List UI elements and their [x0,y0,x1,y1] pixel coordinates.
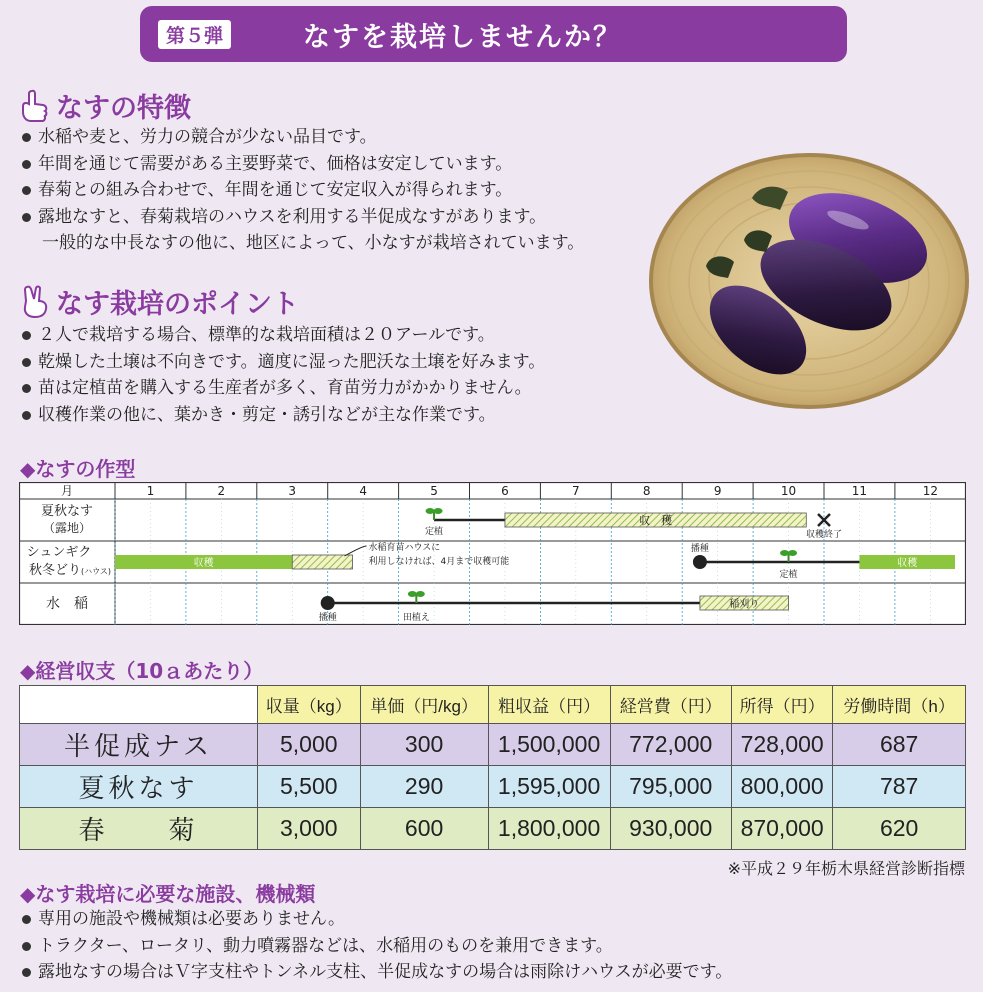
eggplant-harvest-label: 収 穫 [639,514,673,527]
column-header: 所得（円） [731,686,832,724]
rice-plant-label: 田植え [402,613,430,623]
row-header: 夏秋なす [20,766,258,808]
row-name-shungiku-suffix: (ハウス) [80,567,112,576]
month-tick-label: 4 [359,484,367,498]
table-cell: 620 [833,808,966,850]
row-name-summer-eggplant-sub: （露地） [42,521,92,535]
points-list [20,322,545,428]
points-heading-text: なす栽培のポイント [56,289,299,320]
sprout-leaf [780,550,789,556]
table-cell: 1,800,000 [488,808,610,850]
equipment-heading-text: ◆なす栽培に必要な施設、機械類 [20,882,316,906]
month-tick-label: 1 [146,484,155,498]
month-tick-label: 11 [851,484,868,498]
month-tick-label: 8 [642,484,651,498]
list-item: 春菊との組み合わせで、年間を通じて安定収入が得られます。 [20,177,584,204]
list-item: 露地なすの場合はＶ字支柱やトンネル支柱、半促成なすの場合は雨除けハウスが必要です。 [20,959,732,986]
table-cell: 5,000 [258,724,361,766]
table-row [20,724,966,766]
list-item: 水稲や麦と、労力の競合が少ない品目です。 [20,124,584,151]
sprout-leaf [408,591,417,597]
shungiku-sow-dot [693,555,707,569]
column-header: 労働時間（h） [833,686,966,724]
table-cell: 3,000 [258,808,361,850]
table-cell: 772,000 [610,724,731,766]
list-item: 専用の施設や機械類は必要ありません。 [20,906,732,933]
month-tick-label: 6 [501,484,509,498]
row-header: 半促成ナス [20,724,258,766]
table-row [20,766,966,808]
month-tick-label: 2 [217,484,226,498]
table-cell: 600 [360,808,488,850]
table-cell: 870,000 [731,808,832,850]
column-header: 収量（kg） [258,686,361,724]
row-name-shungiku: シュンギク [26,545,92,560]
month-tick-label: 9 [713,484,722,498]
issue-badge: 第５弾 [158,20,231,49]
shungiku-harvest-label-2: 収穫 [897,558,918,569]
rice-harvest-label: 稲刈り [729,599,760,610]
shungiku-optional-harvest-bar [292,555,352,569]
shungiku-plant-label: 定植 [779,570,798,580]
peace-hand-icon [20,285,50,319]
sprout-leaf [788,550,797,556]
month-label: 月 [60,484,74,498]
month-tick-label: 3 [288,484,297,498]
finance-heading [20,655,263,684]
table-cell: 290 [360,766,488,808]
table-cell: 300 [360,724,488,766]
crop-schedule-chart [19,482,966,625]
table-cell: 795,000 [610,766,731,808]
row-name-rice: 水 稲 [46,596,88,612]
source-note: ※平成２９年栃木県経営診断指標 [727,859,965,878]
row-header: 春 菊 [20,808,258,850]
list-item: トラクター、ロータリ、動力噴霧器などは、水稲用のものを兼用できます。 [20,933,732,960]
sprout-leaf [426,508,435,514]
table-cell: 787 [833,766,966,808]
page-title: なすを栽培しませんか？ [303,21,623,53]
list-item: 苗は定植苗を購入する生産者が多く、育苗労力がかかりません。 [20,375,545,402]
table-corner-cell [20,686,258,724]
eggplant-end-label: 収穫終了 [805,530,843,540]
features-heading [20,86,191,125]
table-cell: 1,595,000 [488,766,610,808]
finance-table [19,685,966,850]
table-cell: 800,000 [731,766,832,808]
list-item: 乾燥した土壌は不向きです。適度に湿った肥沃な土壌を好みます。 [20,349,545,376]
rice-sow-dot [321,596,335,610]
rice-sow-label: 播種 [318,613,337,623]
sprout-leaf [434,508,443,514]
features-heading-text: なすの特徴 [56,93,191,124]
equipment-heading [20,878,315,907]
list-item-continuation: 一般的な中長なすの他に、地区によって、小なすが栽培されています。 [42,233,585,253]
table-cell: 5,500 [258,766,361,808]
features-list [20,124,584,257]
column-header: 単価（円/kg） [360,686,488,724]
month-tick-label: 10 [780,484,797,498]
shungiku-sow-label: 播種 [690,544,709,554]
list-item: 収穫作業の他に、葉かき・剪定・誘引などが主な作業です。 [20,402,545,429]
list-item: 露地なすと、春菊栽培のハウスを利用する半促成なすがあります。 [20,204,584,231]
sprout-leaf [416,591,425,597]
table-cell: 1,500,000 [488,724,610,766]
row-name-summer-eggplant: 夏秋なす [40,504,94,519]
finance-heading-text: ◆経営収支（10ａあたり） [20,659,264,683]
eggplant-basket-image [648,150,970,412]
table-cell: 728,000 [731,724,832,766]
table-header-row [20,686,966,724]
points-heading [20,282,299,321]
column-header: 粗収益（円） [488,686,610,724]
table-cell: 687 [833,724,966,766]
month-tick-label: 5 [430,484,438,498]
month-tick-label: 7 [572,484,580,498]
equipment-list [20,906,732,986]
table-row [20,808,966,850]
table-cell: 930,000 [610,808,731,850]
shungiku-harvest-label: 収穫 [193,558,214,569]
title-banner [140,6,847,62]
pointing-hand-icon [20,89,50,123]
schedule-heading [20,453,135,482]
shungiku-note-line2: 利用しなければ、4月まで収穫可能 [368,557,510,567]
eggplant-plant-label: 定植 [425,527,444,537]
list-item: 年間を通じて需要がある主要野菜で、価格は安定しています。 [20,151,584,178]
month-tick-label: 12 [922,484,938,498]
list-item: ２人で栽培する場合、標準的な栽培面積は２０アールです。 [20,322,545,349]
schedule-heading-text: ◆なすの作型 [20,457,136,481]
shungiku-note-line1: 水稲育苗ハウスに [368,543,441,553]
column-header: 経営費（円） [610,686,731,724]
row-name-shungiku-sub: 秋冬どり [28,563,82,578]
